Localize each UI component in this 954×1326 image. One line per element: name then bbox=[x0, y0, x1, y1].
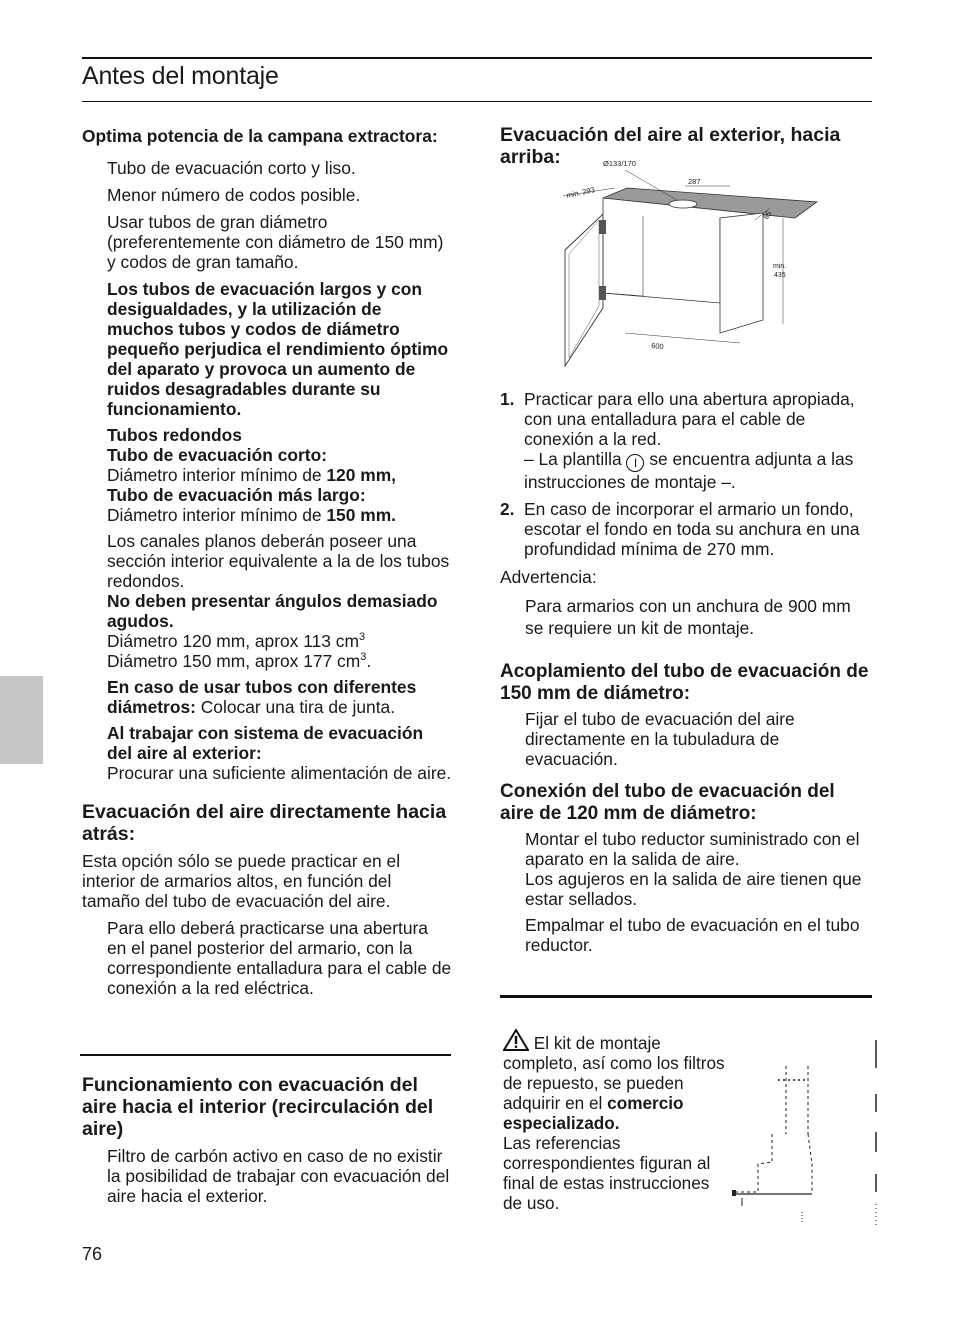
optima-heading: Optima potencia de la campana extractora: bbox=[82, 126, 438, 146]
label-435: 435 bbox=[774, 272, 786, 279]
template-circle-icon: I bbox=[626, 454, 644, 472]
diferentes-paragraph bbox=[107, 677, 452, 717]
diferentes-text: Colocar una tira de junta. bbox=[195, 697, 396, 717]
tubo-largo-value: 150 mm. bbox=[326, 505, 396, 525]
hood-front-cap bbox=[732, 1190, 736, 1196]
plantilla-text-a: – La plantilla bbox=[524, 449, 627, 469]
tubo-corto-text: Diámetro interior mínimo de bbox=[107, 465, 327, 485]
hinge-icon bbox=[599, 220, 606, 234]
kit-text-b: Las referencias correspondientes figuran al final de estas instrucciones de uso. bbox=[503, 1133, 711, 1213]
canales-text: Los canales planos deberán poseer una sección interior equivalente a la de los tubos redondos. bbox=[107, 531, 450, 591]
acoplamiento-text: Fijar el tubo de evacuación del aire directamente en la tubuladura de evacuación. bbox=[525, 709, 795, 769]
right-section-rule bbox=[500, 995, 872, 998]
step-2-text: En caso de incorporar el armario un fondo, escotar el fondo en toda su anchura en una profundidad mínima de 270 mm. bbox=[524, 499, 860, 559]
hood-diagram bbox=[728, 1034, 880, 1230]
label-min293: min. 293 bbox=[565, 185, 596, 200]
cabinet-right-side bbox=[720, 213, 763, 333]
superscript-3: 3 bbox=[360, 651, 367, 664]
tubo-largo-line bbox=[107, 505, 452, 525]
chapter-tab bbox=[0, 676, 43, 764]
kit-paragraph bbox=[503, 1029, 727, 1133]
optima-item-1: Tubo de evacuación corto y liso. bbox=[107, 158, 356, 178]
step-1 bbox=[500, 389, 872, 492]
recirc-heading: Funcionamiento con evacuación del aire hacia el interior (recirculación del aire) bbox=[82, 1074, 434, 1140]
arriba-heading: Evacuación del aire al exterior, hacia arriba: bbox=[500, 124, 841, 168]
tubos-redondos-label: Tubos redondos bbox=[107, 425, 242, 445]
atras-intro: Esta opción sólo se puede practicar en el interior de armarios altos, en función del tamaño del tubo de evacuación del aire. bbox=[82, 851, 401, 911]
step-1-plantilla bbox=[524, 449, 872, 492]
advertencia-text: Para armarios con un anchura de 900 mm se requiere un kit de montaje. bbox=[525, 596, 851, 638]
warning-icon bbox=[503, 1029, 529, 1051]
optima-item-2: Menor número de codos posible. bbox=[107, 185, 361, 205]
tubo-largo-label: Tubo de evacuación más largo: bbox=[107, 485, 366, 505]
page-number: 76 bbox=[82, 1244, 103, 1264]
step-2 bbox=[500, 499, 872, 559]
angulos-text: No deben presentar ángulos demasiado agudos. bbox=[107, 591, 438, 631]
top-rule bbox=[82, 57, 872, 59]
right-column-steps bbox=[500, 389, 872, 955]
tubo-corto-label: Tubo de evacuación corto: bbox=[107, 445, 327, 465]
page-title: Antes del montaje bbox=[82, 62, 279, 90]
diametro-150-text: Diámetro 150 mm, aprox 177 cm bbox=[107, 651, 361, 671]
acoplamiento-heading: Acoplamiento del tubo de evacuación de 150 mm de diámetro: bbox=[500, 661, 869, 704]
atras-text: Para ello deberá practicarse una abertura en el panel posterior del armario, con la correspondiente entalladura para el cable de conexión a la red eléctrica. bbox=[107, 918, 452, 998]
duct-opening bbox=[669, 200, 697, 208]
hinge-icon bbox=[599, 286, 606, 300]
diametro-120-text: Diámetro 120 mm, aprox 113 cm bbox=[107, 631, 359, 651]
bottom-edge bbox=[603, 293, 643, 296]
tubo-corto-value: 120 mm, bbox=[326, 465, 396, 485]
step-2-number: 2. bbox=[500, 499, 515, 519]
cabinet-diagram bbox=[555, 158, 835, 370]
conexion-body bbox=[500, 829, 872, 955]
label-600: 600 bbox=[650, 341, 665, 352]
trabajar-text: Procurar una suficiente alimentación de aire. bbox=[107, 763, 452, 783]
trabajar-bold: Al trabajar con sistema de evacuación del aire al exterior: bbox=[107, 723, 424, 763]
advertencia-label bbox=[500, 567, 872, 587]
cabinet-top-plate bbox=[603, 188, 817, 218]
advertencia-label-text: Advertencia: bbox=[500, 567, 597, 587]
conexion-text-3: Empalmar el tubo de evacuación en el tubo reductor. bbox=[525, 915, 860, 955]
plantilla-text-b: se encuentra adjunta a las instrucciones de montaje –. bbox=[524, 449, 854, 492]
cabinet-back-panel bbox=[603, 198, 720, 303]
optima-item-3: Usar tubos de gran diámetro (preferentemente con diámetro de 150 mm) y codos de gran tamaño. bbox=[107, 212, 444, 272]
atras-heading: Evacuación del aire directamente hacia atrás: bbox=[82, 801, 447, 845]
conexion-text-1: Montar el tubo reductor suministrado con el aparato en la salida de aire. bbox=[525, 829, 860, 869]
tubo-largo-text: Diámetro interior mínimo de bbox=[107, 505, 327, 525]
hood-body-right bbox=[808, 1134, 812, 1192]
step-1-number: 1. bbox=[500, 389, 515, 409]
kit-text-a: El kit de montaje completo, así como los filtros de repuesto, se pueden adquirir en el bbox=[503, 1033, 725, 1113]
diametro-150-line bbox=[107, 651, 452, 671]
period: . bbox=[366, 651, 372, 671]
tubo-corto-line bbox=[107, 465, 452, 485]
recirc-section bbox=[82, 1074, 452, 1206]
label-min: min. bbox=[773, 263, 787, 270]
label-diameter: Ø133/170 bbox=[603, 159, 636, 168]
header-rule bbox=[82, 101, 872, 102]
hood-body-left bbox=[732, 1134, 772, 1192]
diametro-120-line bbox=[107, 631, 452, 651]
step-1-text: Practicar para ello una abertura apropiada, con una entalladura para el cable de conexión a la red. bbox=[524, 389, 855, 449]
kit-text-bold: comercio especializado. bbox=[503, 1093, 684, 1133]
label-287: 287 bbox=[688, 177, 701, 186]
kit-note bbox=[503, 1029, 727, 1213]
conexion-text-2: Los agujeros en la salida de aire tienen que estar sellados. bbox=[525, 869, 862, 909]
label-85: 85 bbox=[761, 209, 774, 222]
optima-bold-note: Los tubos de evacuación largos y con desigualdades, y la utilización de muchos tubos y codos de diámetro pequeño perjudica el rendimiento óptimo del aparato y provoca un aumento de ruidos desagradables durante su funcionamiento. bbox=[107, 279, 449, 419]
left-section-rule bbox=[80, 1054, 451, 1056]
conexion-heading: Conexión del tubo de evacuación del aire de 120 mm de diámetro: bbox=[500, 781, 835, 824]
left-column bbox=[82, 126, 452, 998]
dim-line-600 bbox=[625, 333, 740, 343]
diferentes-bold: En caso de usar tubos con diferentes diámetros: bbox=[107, 677, 417, 717]
recirc-text: Filtro de carbón activo en caso de no existir la posibilidad de trabajar con evacuación del aire hacia el exterior. bbox=[107, 1146, 450, 1206]
superscript-3: 3 bbox=[358, 631, 366, 644]
